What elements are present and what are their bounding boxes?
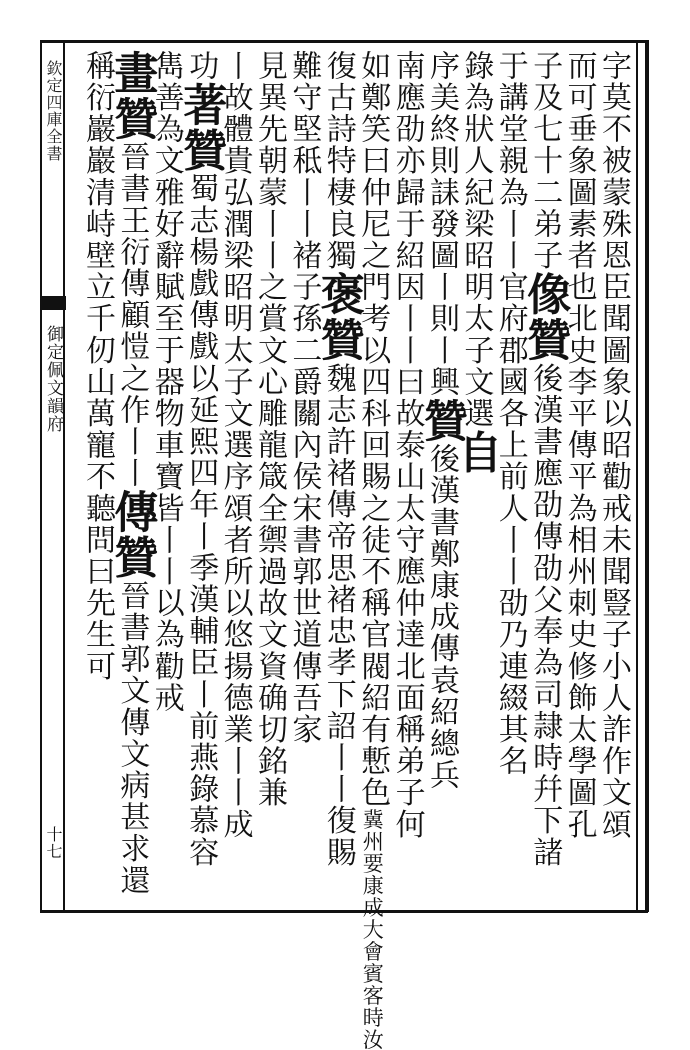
text-column bbox=[106, 50, 158, 905]
text-column bbox=[390, 50, 424, 905]
column-text: 官府郡國各上前人丨丨劭乃連綴其名 bbox=[492, 271, 528, 777]
column-text: 雋善為文雅好辭賦至于器物車寶皆丨丨以為勸戒 bbox=[148, 50, 184, 714]
column-text: 子及七十二弟子 bbox=[527, 50, 563, 272]
headword: 贊 bbox=[519, 316, 571, 363]
text-column bbox=[252, 50, 286, 905]
column-text: 冀州要康成大會賓客時汝 bbox=[360, 808, 385, 1050]
column-text: 蜀志楊戲傳戲以延熙四年丨季漢輔臣丨前燕錄慕容 bbox=[183, 172, 219, 869]
headword: 贊 bbox=[175, 127, 227, 173]
text-column bbox=[562, 50, 596, 905]
column-text: 難守堅秪丨丨 bbox=[286, 50, 322, 240]
text-column bbox=[416, 50, 467, 905]
book-title: 欽定四庫全書 bbox=[44, 60, 63, 162]
text-column bbox=[80, 50, 114, 905]
column-text: 錄為狀人紀梁昭明太子文選 bbox=[458, 50, 494, 430]
column-text: 而可垂象圖素者也北史李平傳平為相州刺史修飾太學圖孔 bbox=[561, 50, 597, 840]
text-column bbox=[286, 50, 320, 905]
column-text: 序美終則誄發圖丨則丨興 bbox=[424, 50, 459, 398]
column-text: 見異先朝蒙丨丨之賞文心雕龍箴全禦過故文資确切銘兼 bbox=[252, 50, 287, 809]
column-text: 褚子孫二爵關內侯宋書郭世道傳吾家 bbox=[286, 239, 322, 746]
frame-right-inner-border bbox=[636, 40, 638, 912]
text-column bbox=[218, 50, 252, 905]
text-column bbox=[450, 50, 502, 905]
gutter-divider bbox=[63, 40, 65, 912]
column-text: 後漢書應劭傳劭父奉為司隷時幷下諸 bbox=[527, 362, 563, 869]
headword: 贊 bbox=[416, 397, 467, 444]
headword: 贊 bbox=[312, 316, 364, 363]
headword: 贊 bbox=[106, 95, 158, 142]
text-column bbox=[493, 50, 527, 905]
column-text: 晉書郭文傳文病甚求還 bbox=[114, 580, 150, 897]
headword: 贊 bbox=[106, 534, 158, 581]
headword: 傳 bbox=[106, 488, 158, 535]
text-column bbox=[355, 50, 391, 1050]
text-column bbox=[596, 50, 630, 905]
column-text: 復古詩特棲良獨 bbox=[320, 50, 356, 272]
column-text: 魏志許褚傳帝思褚忠孝下詔丨丨復賜 bbox=[320, 362, 356, 869]
column-text: 于講堂親為丨丨 bbox=[492, 50, 528, 272]
column-text: 稱衍巖巖清峙壁立千仞 bbox=[80, 50, 115, 366]
headword: 畫 bbox=[106, 50, 158, 96]
frame-top-border bbox=[40, 40, 648, 43]
headword: 自 bbox=[450, 429, 502, 475]
headword: 褒 bbox=[312, 271, 364, 317]
column-text: 字莫不被蒙殊恩臣聞圖象以昭勸戒未聞豎子小人詐作文頌 bbox=[596, 50, 631, 840]
frame-bottom-border bbox=[40, 910, 648, 913]
column-text: 晉書王衍傳顧愷之作丨丨 bbox=[114, 141, 150, 489]
frame-right-border bbox=[645, 40, 649, 912]
page-number: 十七 bbox=[44, 826, 63, 860]
column-text: 後漢書鄭康成傳袁紹總兵 bbox=[424, 443, 459, 791]
column-text: 丨故體貴弘潤梁昭明太子文選序頌者所以悠揚德業丨丨成 bbox=[217, 50, 253, 840]
headword: 像 bbox=[519, 271, 571, 317]
headword: 著 bbox=[175, 81, 227, 128]
text-column bbox=[312, 50, 364, 905]
column-text: 南應劭亦歸于紹因丨丨曰故泰山太守應仲達北面稱弟子何 bbox=[389, 50, 425, 840]
column-text: 功 bbox=[183, 50, 219, 82]
fishtail-mark bbox=[40, 296, 66, 310]
book-subtitle: 御定佩文韻府 bbox=[43, 325, 63, 433]
column-text: 如鄭笑曰仲尼之門考以四科回賜之徒不稱官閥紹有慙色 bbox=[355, 50, 391, 809]
column-text: 山萬寵不聽問曰先生可 bbox=[80, 366, 115, 682]
frame-left-border bbox=[40, 40, 42, 912]
text-column bbox=[519, 50, 571, 905]
text-column bbox=[149, 50, 183, 905]
text-column bbox=[175, 50, 227, 905]
